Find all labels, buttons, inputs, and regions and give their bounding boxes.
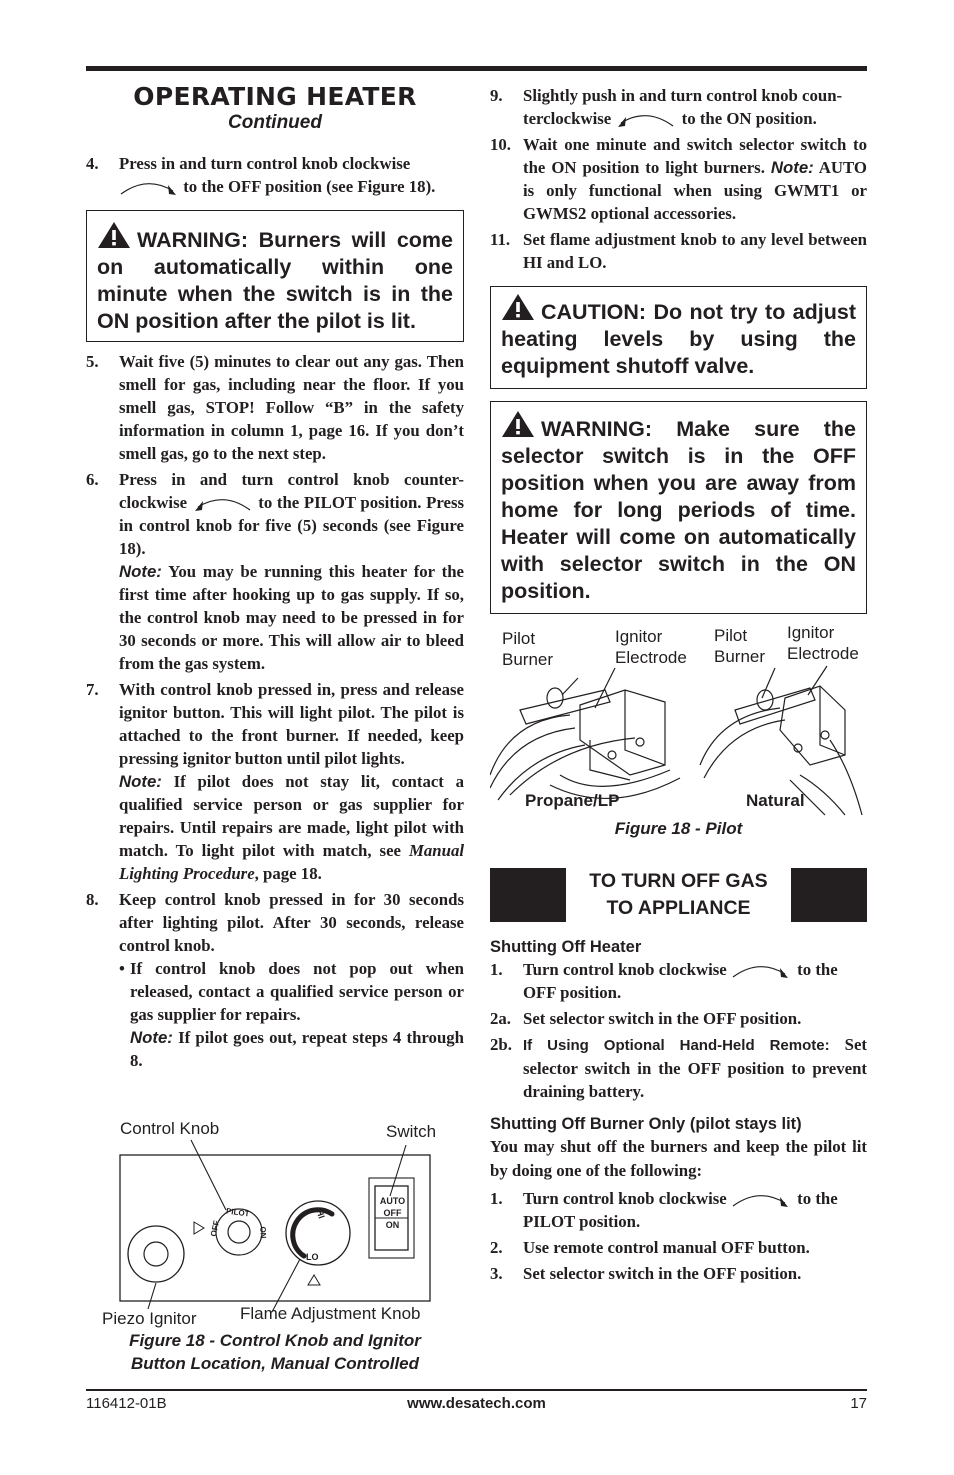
page-subtitle: Continued — [228, 112, 322, 133]
step-8-bullet: • If control knob does not pop out when released, contact a qualified service person or gas supplier for repairs. — [119, 959, 464, 1024]
warning-box-burners: WARNING: Burners will come on automatically within one minute when the switch is in the ON position after the pilot is lit. — [86, 210, 464, 342]
switch-on-label: ON — [385, 1220, 400, 1230]
clockwise-arrow-icon — [119, 179, 179, 197]
step-11: 11. Set flame adjustment knob to any level between HI and LO. — [490, 230, 867, 272]
switch-off-label: OFF — [383, 1208, 402, 1218]
warning-triangle-icon — [501, 293, 535, 321]
warning-triangle-icon — [501, 410, 535, 438]
label-pilot-burner-natural: Pilot Burner — [714, 626, 766, 666]
warning-box-selector-switch: WARNING: Make sure the selector switch is in the OFF position when you are away from home for long periods of time. Heater will come on automatically with selector switch in the ON position. — [490, 401, 867, 614]
page-title: OPERATING HEATER — [133, 82, 417, 111]
switch-auto-label: AUTO — [379, 1196, 406, 1206]
heading-shutting-off-burner: Shutting Off Burner Only (pilot stays lit) — [490, 1115, 802, 1133]
top-rule — [86, 66, 867, 71]
control-knob-figure — [86, 1115, 464, 1385]
step-8: 8. Keep control knob pressed in for 30 seconds after lighting pilot. After 30 seconds, release control knob. • If control knob does not pop out when released, contact a qualified service person or gas supplier for repairs. Note: If pilot goes out, repeat steps 4 through 8. — [86, 890, 465, 1070]
footer-doc-number: 116412-01B — [86, 1395, 167, 1412]
label-switch: Switch — [386, 1122, 437, 1141]
left-column — [86, 78, 464, 1075]
step-4: 4. Press in and turn control knob clockwise to the OFF position (see Figure 18). — [86, 154, 436, 196]
label-flame-adjustment-knob: Flame Adjustment Knob — [240, 1304, 421, 1323]
label-pilot-burner-propane: Pilot Burner — [502, 629, 554, 669]
step-9: 9. Slightly push in and turn control knob coun- terclockwise to the ON position. — [490, 86, 843, 128]
label-propane: Propane/LP — [525, 791, 620, 810]
warning-triangle-icon — [97, 221, 131, 249]
step-10: 10. Wait one minute and switch selector switch to the ON position to light burners. Note: AUTO is only functional when using GWMT1 or GWMS2 optional accessories. — [490, 135, 867, 223]
shut-heater-step-1: 1. Turn control knob clockwise to the OFF position. — [490, 960, 838, 1002]
label-ignitor-electrode-natural: Ignitor Electrode — [787, 623, 859, 663]
label-control-knob: Control Knob — [120, 1119, 220, 1138]
caution-box: CAUTION: Do not try to adjust heating levels by using the equipment shutoff valve. — [490, 286, 867, 389]
counterclockwise-arrow-icon — [615, 111, 677, 129]
footer-page-number: 17 — [850, 1395, 867, 1412]
shut-burner-step-2: 2. Use remote control manual OFF button. — [490, 1238, 810, 1257]
flame-lo-label: LO — [306, 1252, 319, 1262]
counterclockwise-arrow-icon — [192, 495, 254, 513]
label-piezo-ignitor: Piezo Ignitor — [102, 1309, 197, 1328]
knob-off-label: OFF — [208, 1219, 222, 1238]
figure-caption-control-knob: Figure 18 - Control Knob and Ignitor Button Location, Manual Controlled — [129, 1331, 421, 1373]
shut-burner-step-3: 3. Set selector switch in the OFF position. — [490, 1264, 802, 1283]
turn-off-gas-title: TO TURN OFF GAS TO APPLIANCE — [490, 868, 867, 922]
turn-off-gas-section — [490, 848, 867, 1288]
heading-shutting-off-heater: Shutting Off Heater — [490, 938, 642, 956]
figure-caption-pilot: Figure 18 - Pilot — [614, 819, 743, 838]
flame-hi-label: HI — [314, 1208, 327, 1220]
bottom-rule — [86, 1389, 867, 1391]
shut-heater-step-2b: 2b. If Using Optional Hand-Held Remote: Set selector switch in the OFF position to prevent draining battery. — [490, 1035, 867, 1101]
right-column — [490, 84, 867, 622]
step-6: 6. Press in and turn control knob counter-clockwise to the PILOT position. Press in control knob for five (5) seconds (see Figure 18). Note: You may be running this heater for the first time after hooking up to gas supply. If so, the control knob may need to be pressed in for 30 seconds or more. This will allow air to bleed from the gas system. — [86, 470, 465, 673]
shut-heater-step-2a: 2a. Set selector switch in the OFF position. — [490, 1009, 802, 1028]
label-ignitor-electrode-propane: Ignitor Electrode — [615, 627, 687, 667]
knob-on-label: ON — [258, 1226, 268, 1239]
label-natural: Natural — [746, 791, 805, 810]
footer-website[interactable]: www.desatech.com — [407, 1395, 546, 1412]
shut-burner-step-1: 1. Turn control knob clockwise to the PILOT position. — [490, 1189, 838, 1231]
knob-pilot-label: PILOT — [225, 1206, 251, 1219]
step-7: 7. With control knob pressed in, press and release ignitor button. This will light pilot. The pilot is attached to the front burner. If needed, keep pressing ignitor button until pilot lights. Note: If pilot does not stay lit, contact a qualified service person or gas supplier for repairs. Until repairs are made, light pilot with match. To light pilot with match, see Manual Lighting Procedure, page 18. — [86, 680, 464, 883]
pilot-figure — [490, 620, 867, 842]
clockwise-arrow-icon — [731, 1191, 793, 1209]
step-5: 5. Wait five (5) minutes to clear out any gas. Then smell for gas, including near the floor. If you smell gas, STOP! Follow “B” in the safety information in column 1, page 16. If you don’t smell gas, go to the next step. — [86, 352, 464, 463]
clockwise-arrow-icon — [731, 962, 793, 980]
shut-burner-intro: You may shut off the burners and keep the pilot lit by doing one of the following: — [490, 1137, 867, 1180]
